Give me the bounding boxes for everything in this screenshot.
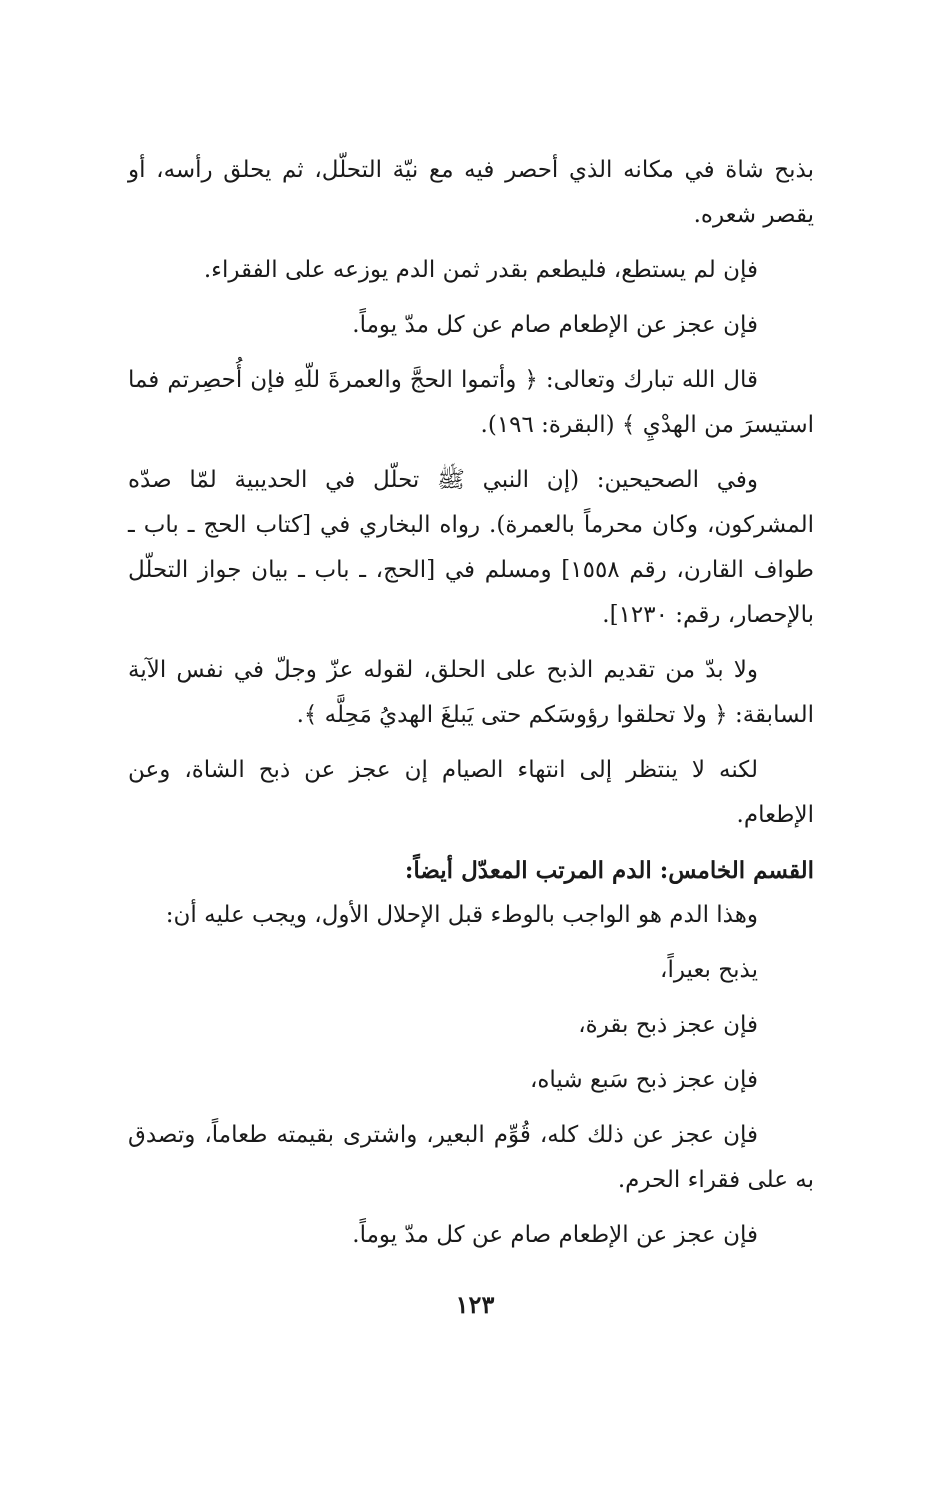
paragraph-quran-quote: قال الله تبارك وتعالى: ﴿ وأتموا الحجَّ والعمرةَ للّهِ فإن أُحصِرتم فما استيسرَ من الهدْيِ ﴾ (البقرة: ١٩٦). — [128, 367, 814, 438]
paragraph-1: بذبح شاة في مكانه الذي أحصر فيه مع نيّة التحلّل، ثم يحلق رأسه، أو يقصر شعره. — [128, 157, 814, 228]
page-body — [128, 148, 814, 1268]
closing-paragraph-2: فإن عجز عن الإطعام صام عن كل مدّ يوماً. — [352, 1222, 758, 1248]
paragraph-2: فإن لم يستطع، فليطعم بقدر ثمن الدم يوزعه على الفقراء. — [203, 257, 758, 283]
section-intro: وهذا الدم هو الواجب بالوطء قبل الإحلال الأول، ويجب عليه أن: — [165, 902, 758, 928]
paragraph-3: فإن عجز عن الإطعام صام عن كل مدّ يوماً. — [352, 312, 758, 338]
closing-paragraph-1: فإن عجز عن ذلك كله، قُوِّم البعير، واشترى بقيمته طعاماً، وتصدق به على فقراء الحرم. — [128, 1122, 814, 1193]
paragraph-5: ولا بدّ من تقديم الذبح على الحلق، لقوله عزّ وجلّ في نفس الآية السابقة: ﴿ ولا تحلقوا رؤوسَكم حتى يَبلغَ الهديُ مَحِلَّه ﴾. — [128, 657, 814, 728]
paragraph-6: لكنه لا ينتظر إلى انتهاء الصيام إن عجز عن ذبح الشاة، وعن الإطعام. — [128, 757, 814, 828]
page-number: ١٢٣ — [455, 1290, 495, 1319]
list-item: يذبح بعيراً، — [660, 957, 758, 983]
list-item: فإن عجز ذبح بقرة، — [578, 1012, 758, 1038]
section-heading: القسم الخامس: الدم المرتب المعدّل أيضاً: — [404, 857, 814, 884]
list-item: فإن عجز ذبح سَبع شياه، — [529, 1067, 758, 1093]
paragraph-hadith: وفي الصحيحين: (إن النبي ﷺ تحلّل في الحديبية لمّا صدّه المشركون، وكان محرماً بالعمرة). رواه البخاري في [كتاب الحج ـ باب ـ طواف القارن، رقم ١٥٥٨] ومسلم في [الحج، ـ باب ـ بيان جواز التحلّل بالإحصار، رقم: ١٢٣٠]. — [128, 467, 814, 628]
